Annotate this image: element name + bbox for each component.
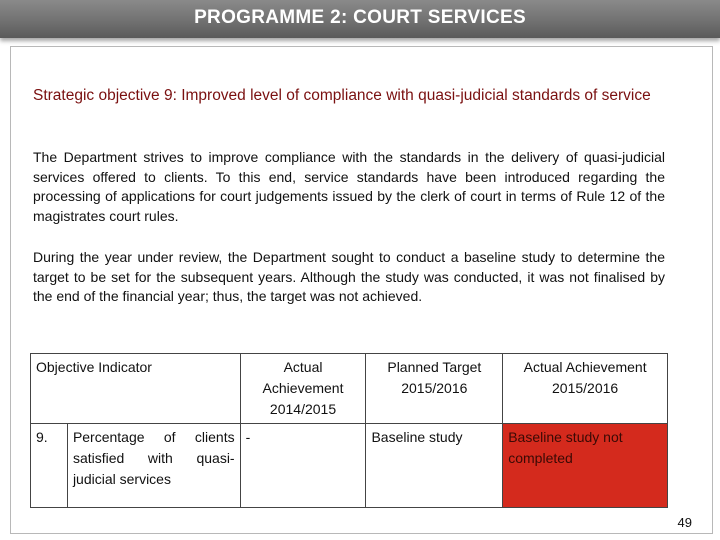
- table-header-row: [31, 354, 668, 424]
- header-actual-achievement-2015-2016: Actual Achievement 2015/2016: [503, 354, 668, 424]
- row-planned-target: Baseline study: [366, 424, 503, 508]
- header-actual-achievement-2014-2015: Actual Achievement 2014/2015: [240, 354, 366, 424]
- paragraph-2: During the year under review, the Department sought to conduct a baseline study to determine the target to be set for the subsequent years. Although the study was conducted, it was not finalised by the end of the financial year; thus, the target was not achieved.: [33, 249, 665, 304]
- page-title: PROGRAMME 2: COURT SERVICES: [194, 7, 526, 28]
- header-objective-indicator: Objective Indicator: [31, 354, 241, 424]
- table-row: [31, 424, 668, 508]
- page-number: 49: [677, 515, 692, 530]
- header-planned-target-2015-2016: Planned Target 2015/2016: [366, 354, 503, 424]
- row-number: 9.: [31, 424, 68, 508]
- paragraph-1: The Department strives to improve compliance with the standards in the delivery of quasi-judicial services offered to clients. To this end, service standards have been introduced regarding the processing of applications for court judgements issued by the clerk of court in terms of Rule 12 of the magistrates court rules.: [33, 149, 665, 224]
- title-bar: [0, 0, 720, 38]
- row-actual-2014-2015: -: [240, 424, 366, 508]
- strategic-objective-heading: Strategic objective 9: Improved level of compliance with quasi-judicial standards of service: [33, 87, 651, 104]
- row-indicator: Percentage of clients satisfied with quasi-judicial services: [67, 424, 240, 508]
- indicator-table: [30, 353, 668, 508]
- row-actual-2015-2016: Baseline study not completed: [503, 424, 668, 508]
